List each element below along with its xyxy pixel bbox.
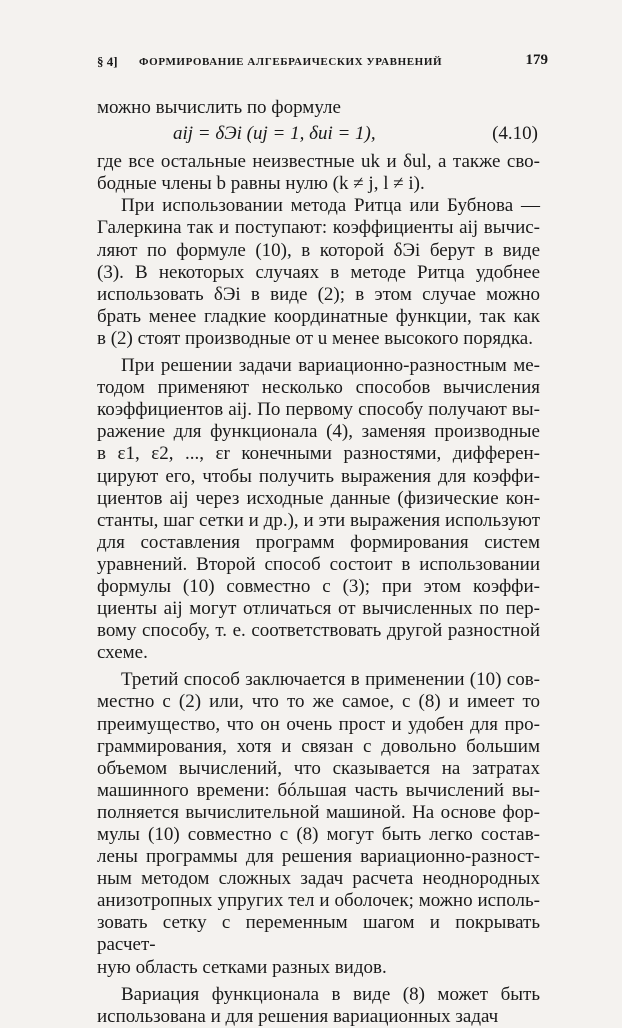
text-line: бодные члены b равны нулю (k ≠ j, l ≠ i).	[97, 173, 425, 195]
text-line: циентов aij через исходные данные (физические кон-	[97, 487, 540, 509]
page-number: 179	[525, 52, 548, 68]
text-line: анизотропных упругих тел и оболочек; можно исполь-	[97, 890, 540, 912]
text-line: использована и для решения вариационных задач	[97, 1005, 499, 1027]
text-line: вому способу, т. е. соответствовать другой разностной	[97, 620, 540, 642]
paragraph	[97, 669, 540, 978]
text-line: в ε1, ε2, ..., εr конечными разностями, дифферен-	[97, 443, 540, 465]
paragraph	[97, 984, 540, 1028]
text-line: ражение для функционала (4), заменяя производные	[97, 421, 540, 443]
paragraph	[97, 151, 540, 195]
text-line: объемом вычислений, что сказывается на затратах	[97, 757, 540, 779]
text-line: ную область сетками разных видов.	[97, 956, 387, 978]
text-line: тодом применяют несколько способов вычисления	[97, 377, 540, 399]
text-line: местно с (2) или, что то же самое, с (8) и имеет то	[97, 691, 540, 713]
paragraph	[97, 195, 540, 350]
text-line: (3). В некоторых случаях в методе Ритца удобнее	[97, 261, 540, 283]
text-line: для составления программ формирования систем	[97, 531, 540, 553]
paragraphs	[97, 151, 540, 1028]
text-line: схеме.	[97, 642, 148, 664]
text-line: При решении задачи вариационно-разностным ме-	[121, 355, 540, 377]
text-line: полняется вычислительной машиной. На основе фор-	[97, 801, 540, 823]
chapter-title: ФОРМИРОВАНИЕ АЛГЕБРАИЧЕСКИХ УРАВНЕНИЙ	[139, 56, 443, 68]
text-line: мулы (10) совместно с (8) могут быть легко состав-	[97, 824, 540, 845]
text-line: граммирования, хотя и связан с довольно большим	[97, 735, 540, 757]
body-text	[97, 97, 540, 1028]
text-line: использовать δЭi в виде (2); в этом случае можно	[97, 283, 540, 305]
text-line: зовать сетку с переменным шагом и покрывать расчет-	[97, 912, 540, 956]
text-line: уравнений. Второй способ состоит в использовании	[97, 553, 540, 575]
intro-line: можно вычислить по формуле	[97, 97, 341, 118]
text-line: брать менее гладкие координатные функции, так как	[97, 305, 540, 327]
text-line: При использовании метода Ритца или Бубнова —	[121, 195, 540, 217]
text-line: Вариация функционала в виде (8) может быть	[121, 983, 540, 1005]
running-header	[97, 52, 548, 74]
text-line: машинного времени: бóльшая часть вычислений вы-	[97, 779, 540, 801]
text-line: станты, шаг сетки и др.), и эти выражения используют	[97, 509, 540, 531]
text-line: лены программы для решения вариационно-разност-	[97, 846, 540, 868]
text-line: циенты aij могут отличаться от вычисленных по пер-	[97, 598, 540, 620]
text-line: Галеркина так и поступают: коэффициенты aij вычис-	[97, 217, 540, 239]
text-line: формулы (10) совместно с (3); при этом коэффи-	[97, 575, 540, 597]
formula-expression: aij = δЭi (uj = 1, δui = 1),	[173, 123, 376, 145]
text-line: цируют его, чтобы получить выражения для коэффи-	[97, 465, 540, 487]
text-line: ным методом сложных задач расчета неоднородных	[97, 868, 540, 890]
paragraph	[97, 355, 540, 664]
text-line: ляют по формуле (10), в которой δЭi берут в виде	[97, 239, 540, 261]
text-line: преимущество, что он очень прост и удобен для про-	[97, 713, 540, 735]
text-line: коэффициентов aij. По первому способу получают вы-	[97, 399, 540, 421]
text-line: где все остальные неизвестные uk и δul, а также сво-	[97, 151, 540, 173]
section-marker: § 4]	[97, 54, 118, 69]
text-line: Третий способ заключается в применении (10) сов-	[121, 669, 540, 691]
formula-number: (4.10)	[492, 123, 538, 145]
text-line: в (2) стоят производные от u менее высокого порядка.	[97, 327, 533, 349]
formula-4-10	[97, 123, 540, 145]
